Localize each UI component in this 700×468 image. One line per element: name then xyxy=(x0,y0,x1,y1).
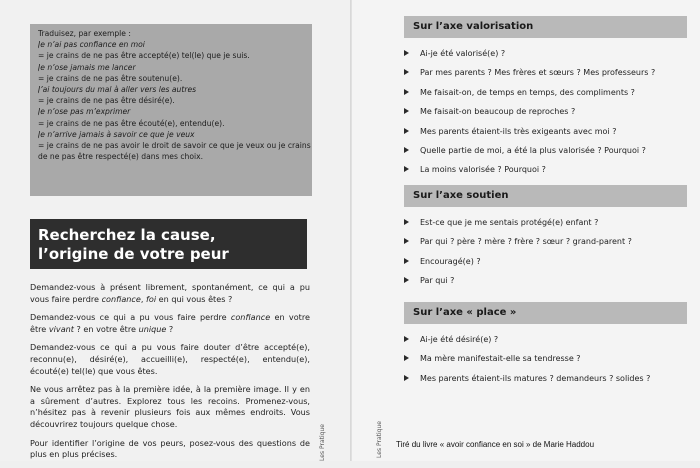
question-text: Est-ce que je me sentais protégé(e) enfant ? xyxy=(420,218,599,227)
section-header: Sur l’axe soutien xyxy=(404,185,687,207)
bullet-arrow-icon xyxy=(404,336,409,342)
bullet-arrow-icon xyxy=(404,375,409,381)
right-page xyxy=(352,0,700,461)
body-paragraph xyxy=(30,384,310,430)
question-text: Mes parents étaient-ils très exigeants avec moi ? xyxy=(420,126,617,136)
bullet-arrow-icon xyxy=(404,69,409,75)
question-text: Mes parents étaient-ils matures ? demandeurs ? solides ? xyxy=(420,373,651,383)
body-paragraph xyxy=(30,282,310,305)
heading-line-1: Recherchez la cause, xyxy=(38,226,216,244)
question-text: Par mes parents ? Mes frères et sœurs ? Mes professeurs ? xyxy=(420,68,656,78)
bullet-arrow-icon xyxy=(404,277,409,283)
example-line: = je crains de ne pas être soutenu(e). xyxy=(38,73,183,83)
paragraph-text: Demandez-vous ce qui a pu vous faire douter d’être accepté(e), reconnu(e), désiré(e), accueilli(e), respecté(e), entendu(e), écouté(e) tel(le) que vous êtes. xyxy=(30,342,310,376)
emphasis-text: confiance xyxy=(101,293,141,304)
example-line: J’ai toujours du mal à aller vers les autres xyxy=(38,85,197,95)
heading-line-2: l’origine de votre peur xyxy=(38,245,229,263)
emphasis-text: confiance xyxy=(230,312,271,323)
question-text: La moins valorisée ? Pourquoi ? xyxy=(420,165,546,175)
emphasis-text: unique xyxy=(138,323,167,334)
bullet-arrow-icon xyxy=(404,238,409,244)
question-text: Ai-je été valorisé(e) ? xyxy=(420,49,506,58)
question-item xyxy=(404,87,694,106)
bullet-arrow-icon xyxy=(404,166,409,172)
paragraph-text: en votre être xyxy=(30,312,310,334)
question-text: Encouragé(e) ? xyxy=(420,256,481,266)
question-item xyxy=(404,217,694,236)
bullet-arrow-icon xyxy=(404,50,409,56)
example-line: Je n’arrive jamais à savoir ce que je veux xyxy=(38,129,195,139)
question-text: Ai-je été désiré(e) ? xyxy=(420,335,499,344)
section-header: Sur l’axe « place » xyxy=(404,302,687,324)
example-line: Je n’ai pas confiance en moi xyxy=(38,40,145,50)
left-page xyxy=(0,0,352,461)
bullet-arrow-icon xyxy=(404,355,409,361)
question-text: Me faisait-on beaucoup de reproches ? xyxy=(420,107,576,117)
example-box xyxy=(30,24,312,196)
question-item xyxy=(404,236,694,255)
example-line: = je crains de ne pas être accepté(e) tel(le) que je suis. xyxy=(38,51,250,61)
bullet-arrow-icon xyxy=(404,258,409,264)
question-text: Par qui ? père ? mère ? frère ? sœur ? grand-parent ? xyxy=(420,237,632,247)
paragraph-text: ? en votre être xyxy=(73,323,139,334)
question-list xyxy=(404,334,694,392)
bullet-arrow-icon xyxy=(404,147,409,153)
question-text: Me faisait-on, de temps en temps, des compliments ? xyxy=(420,87,635,97)
bullet-arrow-icon xyxy=(404,108,409,114)
emphasis-text: foi xyxy=(146,293,157,304)
question-item xyxy=(404,126,694,145)
example-line: Je n’ose jamais me lancer xyxy=(38,62,136,72)
example-line: = je crains de ne pas être écouté(e), entendu(e). xyxy=(38,118,225,128)
question-item xyxy=(404,373,694,392)
question-item xyxy=(404,164,694,183)
book-credit: Tiré du livre « avoir confiance en soi » de Marie Haddou xyxy=(396,440,595,449)
question-list xyxy=(404,217,694,295)
question-item xyxy=(404,353,694,372)
question-item xyxy=(404,145,694,164)
example-line: = je crains de ne pas avoir le droit de savoir ce que je veux ou je crains de ne pas être respecté(e) dans mes choix. xyxy=(38,141,311,162)
body-paragraph xyxy=(30,312,310,335)
question-item xyxy=(404,334,694,353)
paragraph-text: , xyxy=(140,293,147,304)
body-paragraph xyxy=(30,342,310,377)
question-text: Ma mère manifestait-elle sa tendresse ? xyxy=(420,354,581,364)
question-item xyxy=(404,67,694,86)
example-line: = je crains de ne pas être désiré(e). xyxy=(38,96,175,106)
side-label-left: Les Pratique xyxy=(319,424,326,461)
paragraph-text: Pour identifier l’origine de vos peurs, posez-vous des questions de plus en plus précises. xyxy=(30,437,310,460)
question-item xyxy=(404,48,694,67)
bullet-arrow-icon xyxy=(404,219,409,225)
paragraph-text: ? xyxy=(166,323,174,334)
emphasis-text: vivant xyxy=(48,323,74,334)
example-line: Je n’ose pas m’exprimer xyxy=(38,107,131,117)
paragraph-text: Demandez-vous à présent librement, spontanément, ce qui a pu vous faire perdre xyxy=(30,282,310,304)
bullet-arrow-icon xyxy=(404,89,409,95)
body-paragraph xyxy=(30,438,310,461)
section-header: Sur l’axe valorisation xyxy=(404,16,687,38)
question-list xyxy=(404,48,694,184)
question-item xyxy=(404,256,694,275)
paragraph-text: en qui vous êtes ? xyxy=(156,293,233,304)
paragraph-text: Demandez-vous ce qui a pu vous faire perdre xyxy=(30,312,231,323)
example-line: Traduisez, par exemple : xyxy=(38,29,131,38)
question-text: Par qui ? xyxy=(420,276,455,286)
section-heading-box xyxy=(30,219,307,269)
paragraph-text: Ne vous arrêtez pas à la première idée, à la première image. Il y en a sûrement d’autres. Explorez tous les recoins. Promenez-vous, n’hésitez pas à revenir plusieurs fois aux mêmes endroits. Vous découvrirez toujours quelque chose. xyxy=(30,384,310,429)
side-label-right: Les Pratique xyxy=(376,421,383,458)
question-text: Quelle partie de moi, a été la plus valorisée ? Pourquoi ? xyxy=(420,145,646,155)
question-item xyxy=(404,106,694,125)
body-text xyxy=(30,282,310,468)
question-item xyxy=(404,275,694,294)
bullet-arrow-icon xyxy=(404,128,409,134)
